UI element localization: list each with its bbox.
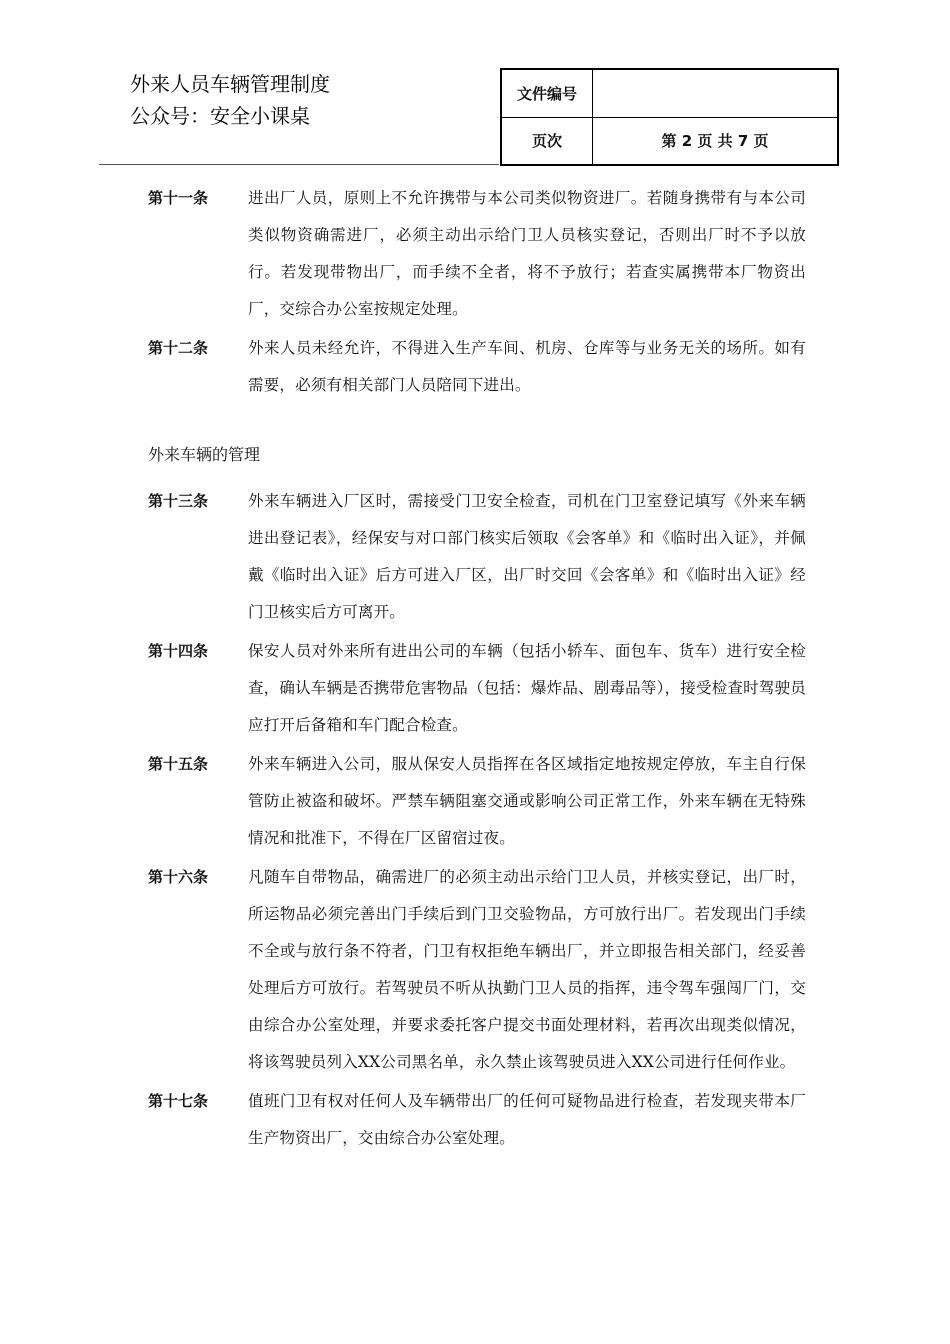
article-text: 保安人员对外来所有进出公司的车辆（包括小轿车、面包车、货车）进行安全检查，确认车辆是否携带危害物品（包括：爆炸品、剧毒品等），接受检查时驾驶员应打开后备箱和车门配合检查。 <box>248 642 806 734</box>
article-number: 第十五条 <box>148 755 209 773</box>
article-text: 外来人员未经允许，不得进入生产车间、机房、仓库等与业务无关的场所。如有需要，必须有相关部门人员陪同下进出。 <box>248 339 806 394</box>
document-body <box>148 180 808 1159</box>
article <box>148 180 808 328</box>
page-number-value: 第 2 页 共 7 页 <box>593 117 839 165</box>
article-text: 外来车辆进入厂区时，需接受门卫安全检查，司机在门卫室登记填写《外来车辆进出登记表》，经保安与对口部门核实后领取《会客单》和《临时出入证》，并佩戴《临时出入证》后方可进入厂区，出厂时交回《会客单》和《临时出入证》经门卫核实后方可离开。 <box>248 492 806 621</box>
file-number-value <box>593 69 839 117</box>
article <box>148 483 808 631</box>
article-number: 第十四条 <box>148 642 209 660</box>
section-title: 外来车辆的管理 <box>148 445 261 464</box>
document-meta-table <box>500 68 839 166</box>
article <box>148 330 808 404</box>
article-text: 进出厂人员，原则上不允许携带与本公司类似物资进厂。若随身携带有与本公司类似物资确需进厂，必须主动出示给门卫人员核实登记，否则出厂时不予以放行。若发现带物出厂，而手续不全者，将不予放行；若查实属携带本厂物资出厂，交综合办公室按规定处理。 <box>248 189 806 318</box>
page-label: 页次 <box>501 117 593 165</box>
article-text: 值班门卫有权对任何人及车辆带出厂的任何可疑物品进行检查，若发现夹带本厂生产物资出厂，交由综合办公室处理。 <box>248 1092 806 1147</box>
article-number: 第十七条 <box>148 1092 209 1110</box>
article-number: 第十六条 <box>148 868 209 886</box>
article-list <box>148 483 808 1157</box>
article-list <box>148 180 808 404</box>
article <box>148 859 808 1081</box>
article <box>148 633 808 744</box>
article-number: 第十一条 <box>148 189 209 207</box>
article-text: 外来车辆进入公司，服从保安人员指挥在各区域指定地按规定停放，车主自行保管防止被盗和破坏。严禁车辆阻塞交通或影响公司正常工作，外来车辆在无特殊情况和批准下，不得在厂区留宿过夜。 <box>248 755 806 847</box>
document-header <box>130 68 330 132</box>
article <box>148 1083 808 1157</box>
document-title: 外来人员车辆管理制度 <box>130 72 330 96</box>
article-number: 第十三条 <box>148 492 209 510</box>
article-number: 第十二条 <box>148 339 209 357</box>
article-text: 凡随车自带物品，确需进厂的必须主动出示给门卫人员，并核实登记，出厂时，所运物品必须完善出门手续后到门卫交验物品，方可放行出厂。若发现出门手续不全或与放行条不符者，门卫有权拒绝车辆出厂，并立即报告相关部门，经妥善处理后方可放行。若驾驶员不听从执勤门卫人员的指挥，违令驾车强闯厂门，交由综合办公室处理，并要求委托客户提交书面处理材料，若再次出现类似情况，将该驾驶员列入XX公司黑名单，永久禁止该驾驶员进入XX公司进行任何作业。 <box>248 868 806 1071</box>
file-number-label: 文件编号 <box>501 69 593 117</box>
header-divider <box>99 164 499 165</box>
document-subtitle: 公众号：安全小课桌 <box>130 104 310 128</box>
article <box>148 746 808 857</box>
